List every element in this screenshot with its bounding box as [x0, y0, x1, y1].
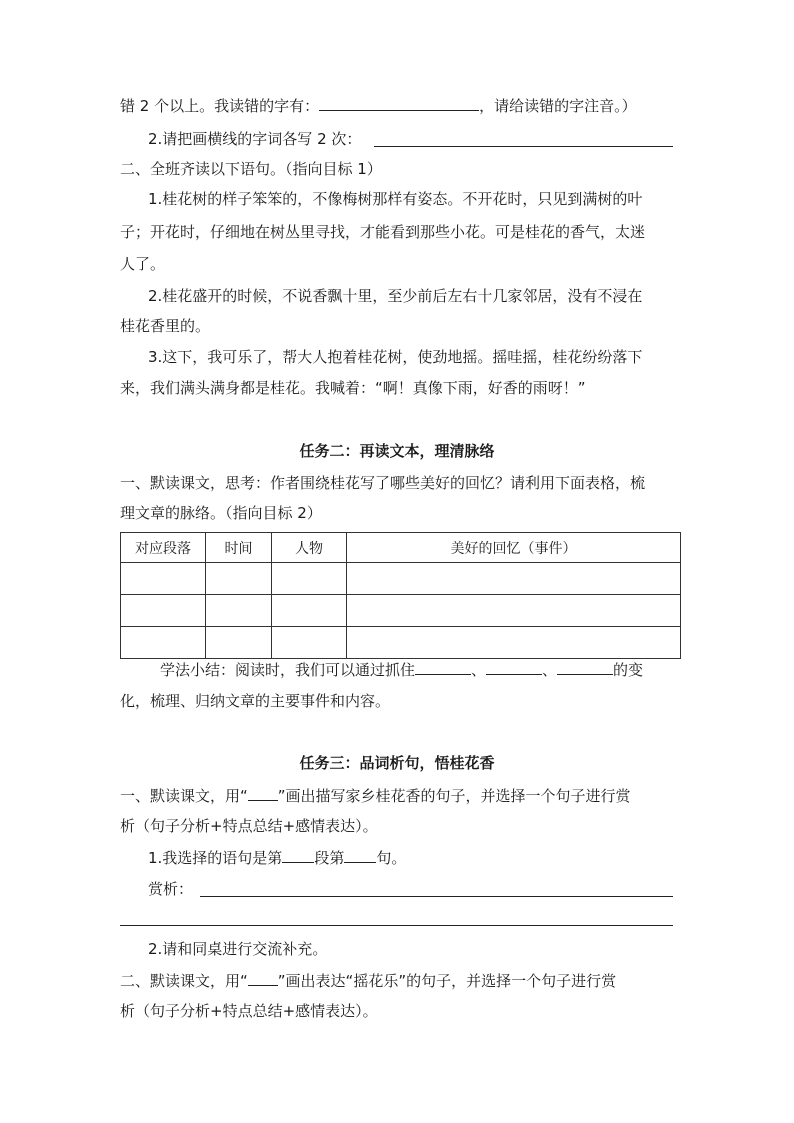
summary-separator: 、 — [471, 661, 487, 679]
sentence2-line1: 2.桂花盛开的时候，不说香飘十里，至少前后左右十几家邻居，没有不浸在 — [148, 287, 643, 305]
section2-heading: 二、全班齐读以下语句。（指向目标 1） — [120, 160, 382, 178]
exchange-instruction: 2.请和同桌进行交流补充。 — [148, 940, 328, 958]
sentence-choice-line — [148, 848, 406, 868]
continuation-tail: ，请给读错的字注音。） — [479, 97, 637, 115]
summary-blank-3[interactable] — [557, 660, 613, 675]
table-cell[interactable] — [347, 595, 681, 627]
table-cell[interactable] — [206, 595, 272, 627]
sentence3-line2: 来，我们满头满身都是桂花。我喊着：“啊！真像下雨，好香的雨呀！” — [120, 379, 586, 397]
sentence1-line2: 子；开花时，仔细地在树丛里寻找，才能看到那些小花。可是桂花的香气，太迷 — [120, 223, 646, 241]
sentence1-line3: 人了。 — [120, 255, 166, 273]
table-cell[interactable] — [121, 627, 206, 659]
header-memory: 美好的回忆（事件） — [347, 533, 681, 563]
table-cell[interactable] — [206, 627, 272, 659]
task-two-question-line1: 一、默读课文，思考：作者围绕桂花写了哪些美好的回忆？请利用下面表格，梳 — [120, 474, 646, 492]
task-two-question-line2: 理文章的脉络。（指向目标 2） — [120, 504, 322, 522]
outline-table — [120, 532, 681, 659]
task2-text: 2.请把画横线的字词各写 2 次： — [148, 130, 362, 148]
task-three-question2-line1 — [120, 971, 616, 991]
misread-chars-blank[interactable] — [319, 96, 479, 111]
header-paragraph: 对应段落 — [121, 533, 206, 563]
sentence2-line2: 桂花香里的。 — [120, 317, 211, 335]
method-summary-text: 学法小结：阅读时，我们可以通过抓住 — [160, 661, 416, 679]
summary-separator: 、 — [542, 661, 558, 679]
analysis-writing-line[interactable] — [200, 896, 673, 897]
method-summary-tail: 的变 — [613, 661, 644, 679]
task-three-question1-line1 — [120, 786, 631, 806]
summary-blank-1[interactable] — [415, 660, 471, 675]
method-summary-line — [160, 660, 643, 680]
method-summary-line2: 化，梳理、归纳文章的主要事件和内容。 — [120, 692, 391, 710]
table-cell[interactable] — [121, 563, 206, 595]
choice-text-c: 句。 — [376, 849, 407, 867]
task-three-question2-line2: 析（句子分析+特点总结+感情表达）。 — [120, 1002, 378, 1020]
task2-writing-line[interactable] — [374, 146, 673, 147]
analysis-label: 赏析： — [148, 880, 194, 898]
table-cell[interactable] — [121, 595, 206, 627]
header-people: 人物 — [272, 533, 347, 563]
paragraph-number-blank[interactable] — [282, 848, 314, 863]
sentence3-line1: 3.这下，我可乐了，帮大人抱着桂花树，使劲地摇。摇哇摇，桂花纷纷落下 — [148, 348, 643, 366]
task-two-title: 任务二：再读文本，理清脉络 — [299, 442, 495, 460]
choice-text-b: 段第 — [314, 849, 345, 867]
task-three-title: 任务三：品词析句，悟桂花香 — [299, 754, 495, 772]
table-cell[interactable] — [206, 563, 272, 595]
table-header-row — [121, 533, 681, 563]
task-three-question1-line2: 析（句子分析+特点总结+感情表达）。 — [120, 817, 378, 835]
header-time: 时间 — [206, 533, 272, 563]
continuation-line — [120, 96, 637, 116]
summary-blank-2[interactable] — [486, 660, 542, 675]
table-cell[interactable] — [272, 627, 347, 659]
table-cell[interactable] — [272, 563, 347, 595]
task2-line — [148, 129, 361, 149]
table-cell[interactable] — [347, 563, 681, 595]
table-row — [121, 563, 681, 595]
underline-sample — [248, 971, 278, 986]
sentence-number-blank[interactable] — [344, 848, 376, 863]
continuation-text: 错 2 个以上。我读错的字有： — [120, 97, 320, 115]
table-row — [121, 595, 681, 627]
underline-sample — [248, 786, 278, 801]
sentence1-line1: 1.桂花树的样子笨笨的，不像梅树那样有姿态。不开花时，只见到满树的叶 — [148, 190, 643, 208]
question2-text-b: ”画出表达“摇花乐”的句子，并选择一个句子进行赏 — [277, 972, 617, 990]
choice-text-a: 1.我选择的语句是第 — [148, 849, 283, 867]
question1-text-a: 一、默读课文，用“ — [120, 787, 248, 805]
analysis-writing-line-2[interactable] — [120, 925, 673, 926]
table-row — [121, 627, 681, 659]
question1-text-b: ”画出描写家乡桂花香的句子，并选择一个句子进行赏 — [277, 787, 631, 805]
question2-text-a: 二、默读课文，用“ — [120, 972, 248, 990]
table-cell[interactable] — [272, 595, 347, 627]
table-cell[interactable] — [347, 627, 681, 659]
